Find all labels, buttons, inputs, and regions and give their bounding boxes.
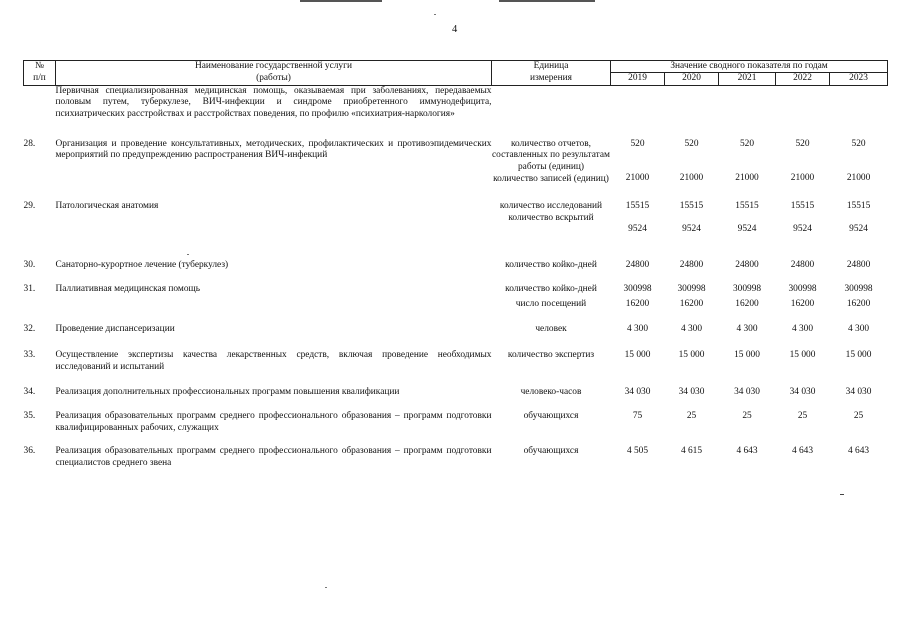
value: 21000 xyxy=(625,173,650,184)
unit-label: человеко-часов xyxy=(520,386,582,397)
value: 15515 xyxy=(846,200,871,211)
header-unit-2: измерения xyxy=(492,73,611,85)
scan-artifact xyxy=(187,254,189,255)
service-name: Реализация образовательных программ среднего профессионального образования – программ подготовки специалистов среднего звена xyxy=(55,446,492,468)
value-cell xyxy=(719,139,776,186)
service-name: Реализация образовательных программ среднего профессионального образования – программ подготовки квалифицированных рабочих, служащих xyxy=(55,411,492,433)
row-number: 29. xyxy=(23,200,36,211)
header-no: № xyxy=(24,61,56,73)
value-cell xyxy=(776,284,830,311)
value: 16200 xyxy=(625,299,650,310)
scan-artifact xyxy=(434,14,436,15)
table-row xyxy=(24,260,888,271)
value: 34 030 xyxy=(734,386,760,397)
value-cell xyxy=(665,284,719,311)
value: 520 xyxy=(795,139,810,150)
value: 520 xyxy=(684,139,699,150)
value: 300998 xyxy=(623,283,652,294)
unit-label: количество койко-дней xyxy=(505,260,597,271)
value: 15 000 xyxy=(624,350,651,361)
value: 4 643 xyxy=(847,446,870,457)
value: 4 300 xyxy=(680,323,703,334)
header-year: 2019 xyxy=(611,73,665,85)
value: 4 300 xyxy=(626,323,649,334)
value: 25 xyxy=(742,411,752,422)
service-name: Организация и проведение консультативных, методических, профилактических и противоэпидемических мероприятий по предупреждению распространения ВИЧ-инфекций xyxy=(55,139,492,161)
value: 9524 xyxy=(849,224,868,235)
scan-artifact xyxy=(499,0,595,2)
unit-label: обучающихся xyxy=(523,446,579,457)
value-cell xyxy=(719,201,776,236)
table-row xyxy=(24,350,888,373)
value: 4 300 xyxy=(736,323,758,334)
value: 15515 xyxy=(790,200,815,211)
value-cell xyxy=(611,284,665,311)
value: 25 xyxy=(853,411,864,422)
header-row-2 xyxy=(24,73,888,85)
value: 4 300 xyxy=(791,323,814,334)
scan-artifact xyxy=(325,587,327,588)
intro-row xyxy=(24,85,888,139)
value: 34 030 xyxy=(789,386,816,397)
unit-label: количество отчетов, составленных по результатам работы (единиц) xyxy=(492,139,610,172)
value: 15 000 xyxy=(845,350,872,361)
value: 21000 xyxy=(790,173,815,184)
header-pp: п/п xyxy=(24,73,56,85)
table-row xyxy=(24,411,888,434)
value: 15515 xyxy=(679,200,704,211)
value: 75 xyxy=(632,411,643,422)
header-row-1 xyxy=(24,61,888,73)
value: 34 030 xyxy=(624,386,651,397)
unit-label: человек xyxy=(535,323,567,334)
value: 520 xyxy=(630,139,645,150)
value-cell xyxy=(611,139,665,186)
header-year: 2023 xyxy=(830,73,888,85)
value: 24800 xyxy=(846,260,871,271)
value: 25 xyxy=(797,411,808,422)
header-name: Наименование государственной услуги xyxy=(56,61,492,73)
header-year: 2020 xyxy=(665,73,719,85)
value: 16200 xyxy=(679,299,704,310)
unit-label: количество исследований xyxy=(499,200,603,211)
scan-artifact xyxy=(300,0,382,2)
value: 21000 xyxy=(735,173,759,184)
value: 4 615 xyxy=(680,446,703,457)
unit-label: количество записей (единиц) xyxy=(493,174,609,185)
row-number: 35. xyxy=(23,411,36,422)
unit-cell xyxy=(492,201,611,236)
header-year: 2021 xyxy=(719,73,776,85)
header-values-title: Значение сводного показателя по годам xyxy=(611,61,888,73)
value: 24800 xyxy=(790,260,815,271)
row-number: 34. xyxy=(23,386,36,397)
unit-label: количество вскрытий xyxy=(508,213,594,224)
unit-label: количество койко-дней xyxy=(505,283,597,294)
value: 15 000 xyxy=(734,350,760,361)
header-unit: Единица xyxy=(492,61,611,73)
page-number: 4 xyxy=(452,24,458,35)
header-name-2: (работы) xyxy=(56,73,492,85)
value-cell xyxy=(830,201,888,236)
value: 25 xyxy=(686,411,697,422)
unit-label: обучающихся xyxy=(523,411,579,422)
table-row xyxy=(24,324,888,335)
value-cell xyxy=(665,139,719,186)
value: 4 643 xyxy=(736,446,758,457)
unit-cell xyxy=(492,139,611,186)
service-name: Осуществление экспертизы качества лекарственных средств, включая проведение необходимых исследований и испытаний xyxy=(55,350,492,372)
service-name: Паллиативная медицинская помощь xyxy=(55,283,201,294)
service-name: Патологическая анатомия xyxy=(55,200,159,211)
value: 24800 xyxy=(625,260,650,271)
value: 15 000 xyxy=(789,350,816,361)
value: 24800 xyxy=(735,260,759,271)
table-row xyxy=(24,201,888,236)
value: 4 643 xyxy=(791,446,814,457)
value: 15515 xyxy=(625,200,650,211)
row-number: 36. xyxy=(23,446,36,457)
header-year: 2022 xyxy=(776,73,830,85)
value-cell xyxy=(830,284,888,311)
row-number: 32. xyxy=(23,323,36,334)
row-number: 33. xyxy=(23,350,36,361)
value: 520 xyxy=(739,139,755,150)
value: 520 xyxy=(851,139,866,150)
row-number: 28. xyxy=(23,139,36,150)
value: 4 300 xyxy=(847,323,870,334)
unit-cell xyxy=(492,284,611,311)
value: 300998 xyxy=(732,283,762,294)
value: 15515 xyxy=(735,200,759,211)
value: 9524 xyxy=(737,224,757,235)
value: 300998 xyxy=(844,283,873,294)
intro-text: Первичная специализированная медицинская помощь, оказываемая при заболеваниях, передаваемых половым путем, туберкулезе, ВИЧ-инфекции и синдроме приобретенного иммунодефицита, психиатрических расстройствах и расстройствах поведения, по профилю «психиатрия-наркология» xyxy=(55,85,492,119)
value-cell xyxy=(830,139,888,186)
service-name: Проведение диспансеризации xyxy=(55,323,175,334)
unit-label: число посещений xyxy=(515,299,587,310)
table-row xyxy=(24,446,888,469)
value: 34 030 xyxy=(845,386,872,397)
value: 16200 xyxy=(735,299,759,310)
row-number: 30. xyxy=(23,260,36,271)
value: 16200 xyxy=(846,299,871,310)
unit-label: количество экспертиз xyxy=(507,350,595,361)
table-row xyxy=(24,387,888,398)
value: 9524 xyxy=(628,224,647,235)
value: 300998 xyxy=(788,283,817,294)
value-cell xyxy=(719,284,776,311)
value: 21000 xyxy=(846,173,871,184)
table-row xyxy=(24,139,888,186)
value-cell xyxy=(776,201,830,236)
services-table xyxy=(23,60,888,469)
value-cell xyxy=(776,139,830,186)
row-number: 31. xyxy=(23,283,36,294)
value: 4 505 xyxy=(626,446,649,457)
service-name: Санаторно-курортное лечение (туберкулез) xyxy=(55,260,229,271)
value-cell xyxy=(611,201,665,236)
value: 9524 xyxy=(793,224,812,235)
service-name: Реализация дополнительных профессиональных программ повышения квалификации xyxy=(55,386,400,397)
table-row xyxy=(24,284,888,311)
value: 9524 xyxy=(682,224,701,235)
value: 16200 xyxy=(790,299,815,310)
value: 24800 xyxy=(679,260,704,271)
value: 34 030 xyxy=(678,386,705,397)
scan-artifact xyxy=(840,494,844,495)
value: 21000 xyxy=(679,173,704,184)
value: 15 000 xyxy=(678,350,705,361)
value: 300998 xyxy=(677,283,706,294)
value-cell xyxy=(665,201,719,236)
